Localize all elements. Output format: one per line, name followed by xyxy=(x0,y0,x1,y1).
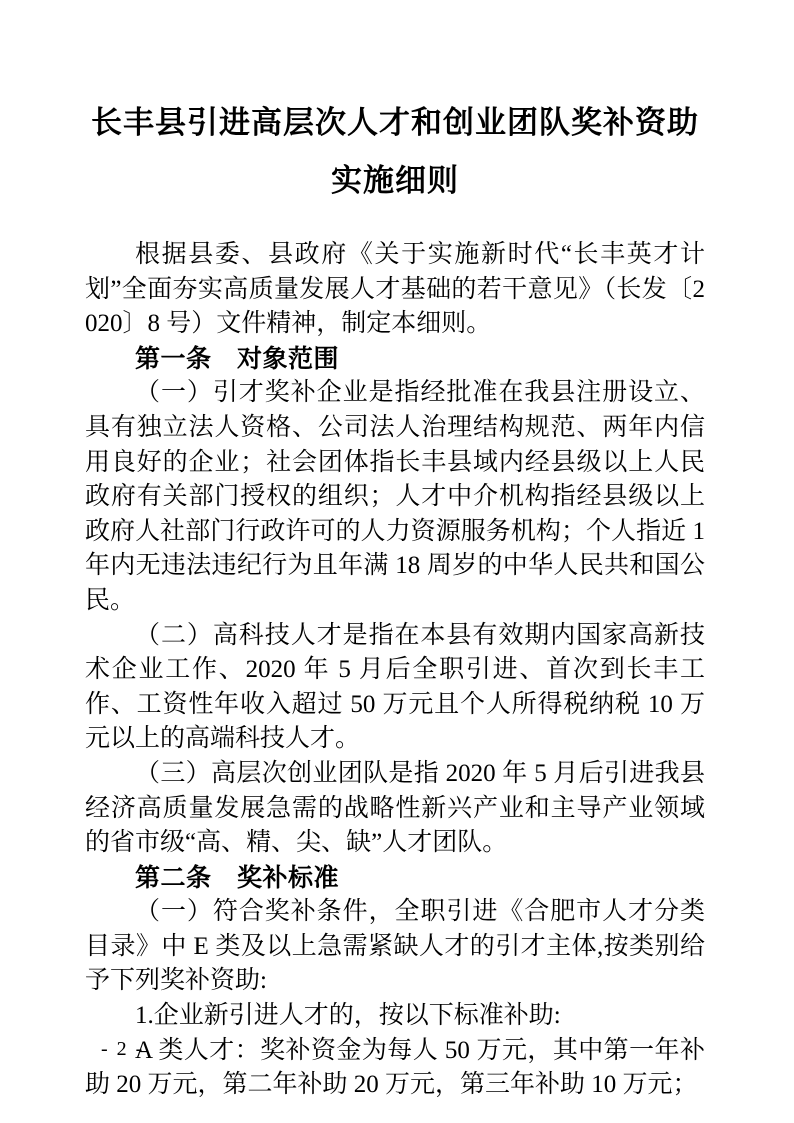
paragraph-article2-class-a: A 类人才：奖补资金为每人 50 万元，其中第一年补助 20 万元，第二年补助 20 万元，第三年补助 10 万元； xyxy=(85,1036,705,1099)
paragraph-article2-sub1: 1.企业新引进人才的，按以下标准补助: xyxy=(135,1002,561,1030)
document-title-line-2: 实施细则 xyxy=(331,163,459,198)
paragraph-article1-item1: （一）引才奖补企业是指经批准在我县注册设立、具有独立法人资格、公司法人治理结构规范、两年内信用良好的企业；社会团体指长丰县域内经县级以上人民政府有关部门授权的组织；人才中介机构指经县级以上政府人社部门行政许可的人力资源服务机构；个人指近 1 年内无违法违纪行为且年满 18 周岁的中华人民共和国公民。 xyxy=(85,379,705,614)
paragraph-article1-item2: （二）高科技人才是指在本县有效期内国家高新技术企业工作、2020 年 5 月后全职引进、首次到长丰工作、工资性年收入超过 50 万元且个人所得税纳税 10 万元以上的高端科技人才。 xyxy=(85,621,705,753)
section-heading-article-1: 第一条 对象范围 xyxy=(135,344,340,373)
paragraph-intro: 根据县委、县政府《关于实施新时代“长丰英才计划”全面夯实高质量发展人才基础的若干意见》（长发〔2020〕8 号）文件精神，制定本细则。 xyxy=(85,241,705,338)
page-number: - 2 - xyxy=(101,1038,145,1060)
paragraph-article2-item1: （一）符合奖补条件，全职引进《合肥市人才分类目录》中 E 类及以上急需紧缺人才的引才主体,按类别给予下列奖补资助: xyxy=(85,898,705,995)
document-content xyxy=(85,0,705,1103)
document-body xyxy=(85,238,705,1103)
section-heading-article-2: 第二条 奖补标准 xyxy=(135,863,340,892)
document-title-line-1: 长丰县引进高层次人才和创业团队奖补资助 xyxy=(91,105,699,140)
document-title xyxy=(85,94,705,210)
paragraph-article1-item3: （三）高层次创业团队是指 2020 年 5 月后引进我县经济高质量发展急需的战略性新兴产业和主导产业领域的省市级“高、精、尖、缺”人才团队。 xyxy=(85,759,705,857)
